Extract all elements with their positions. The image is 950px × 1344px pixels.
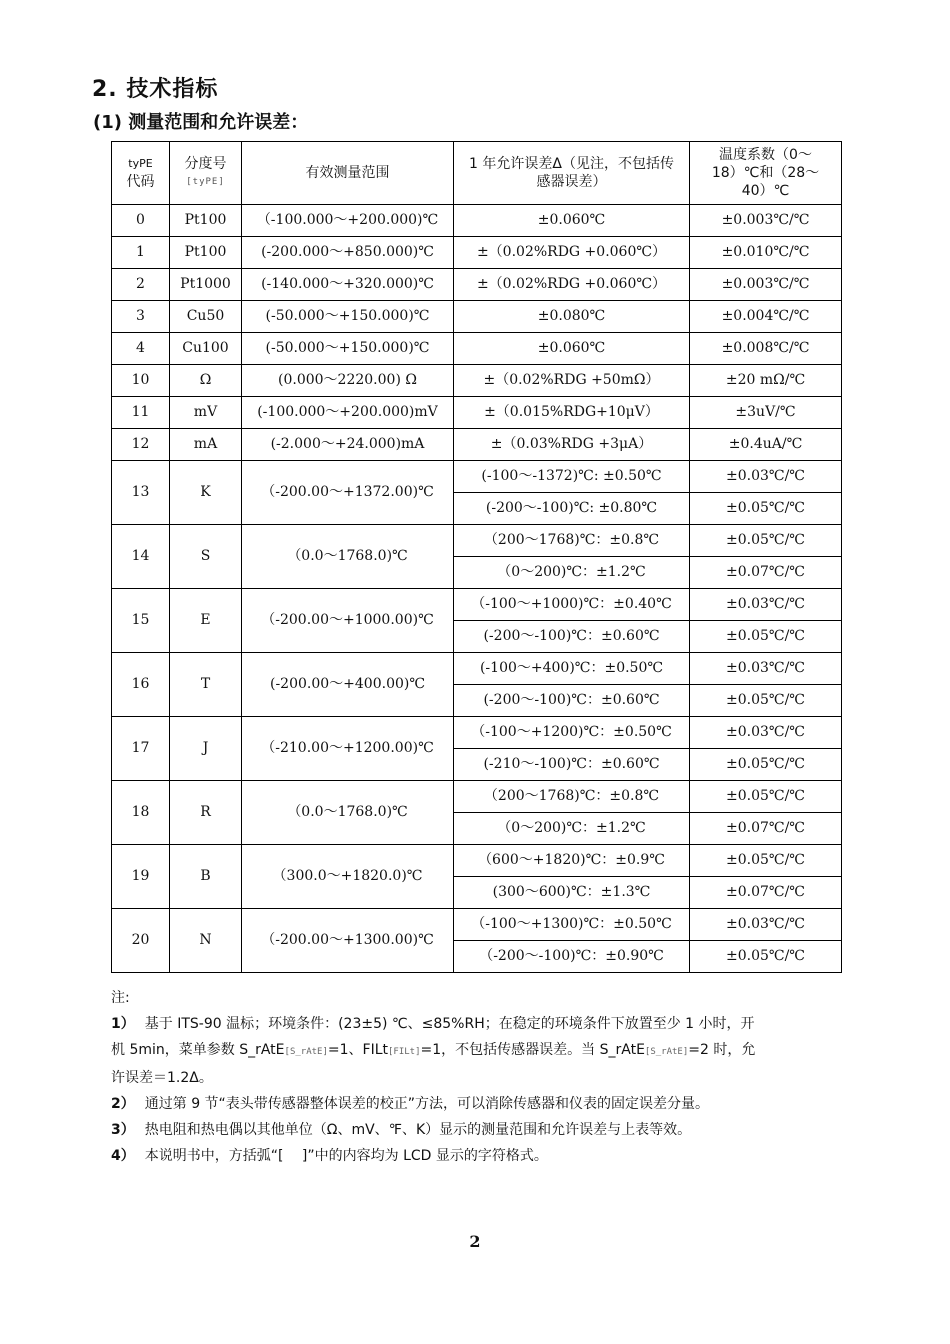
cell-tempcoef: ±0.05℃/℃ [690,525,842,557]
cell-range: （-200.00～+1372.00)℃ [242,461,454,525]
cell-code: 10 [112,365,170,397]
note-4-text: 本说明书中，方括弧“[ ]”中的内容均为 LCD 显示的字符格式。 [144,1148,548,1164]
cell-graduation: Ω [170,365,242,397]
cell-tempcoef: ±0.05℃/℃ [690,845,842,877]
cell-error: ±0.060℃ [454,205,690,237]
cell-graduation: Cu100 [170,333,242,365]
notes-block [111,985,871,1169]
cell-code: 18 [112,781,170,845]
cell-graduation: Pt100 [170,205,242,237]
table-row [112,781,842,813]
cell-graduation: Cu50 [170,301,242,333]
cell-tempcoef: ±0.05℃/℃ [690,493,842,525]
cell-tempcoef: ±0.004℃/℃ [690,301,842,333]
cell-tempcoef: ±0.07℃/℃ [690,877,842,909]
cell-error: ±（0.03%RDG +3μA） [454,429,690,461]
cell-error: （200～1768)℃：±0.8℃ [454,781,690,813]
table-row [112,397,842,429]
cell-tempcoef: ±0.003℃/℃ [690,269,842,301]
cell-code: 12 [112,429,170,461]
cell-tempcoef: ±0.008℃/℃ [690,333,842,365]
note-2 [111,1091,871,1117]
cell-tempcoef: ±20 mΩ/℃ [690,365,842,397]
cell-error: (-200～-100)℃：±0.60℃ [454,621,690,653]
header-range: 有效测量范围 [242,142,454,205]
table-row [112,333,842,365]
subsection-title: (1) 测量范围和允许误差： [93,112,309,133]
note-4 [111,1143,871,1169]
note-1-number: 1） [111,1016,135,1032]
note-1-lcd-1: [S_rAtE] [284,1047,328,1057]
header-graduation-lcd: [tyPE] [186,177,225,187]
header-tempcoef: 温度系数（0～18）℃和（28～40）℃ [690,142,842,205]
cell-range: （-210.00～+1200.00)℃ [242,717,454,781]
cell-error: ±（0.015%RDG+10μV） [454,397,690,429]
cell-tempcoef: ±3uV/℃ [690,397,842,429]
cell-graduation: K [170,461,242,525]
cell-range: (-200.00～+400.00)℃ [242,653,454,717]
cell-error: （-100～+1200)℃：±0.50℃ [454,717,690,749]
note-1-text-b3: =1，不包括传感器误差。当 S_rAtE [420,1042,645,1058]
table-row [112,237,842,269]
note-1-line-3: 许误差＝1.2Δ。 [111,1070,213,1086]
cell-error: （0～200)℃：±1.2℃ [454,813,690,845]
cell-code: 0 [112,205,170,237]
cell-range: （300.0～+1820.0)℃ [242,845,454,909]
header-type-lcd: tyPE [128,157,153,170]
table-row [112,589,842,621]
note-1-text-b4: =2 时，允 [688,1042,756,1058]
cell-tempcoef: ±0.05℃/℃ [690,781,842,813]
cell-error: (-210～-100)℃：±0.60℃ [454,749,690,781]
table-row [112,269,842,301]
cell-error: （-100～+1300)℃：±0.50℃ [454,909,690,941]
cell-graduation: S [170,525,242,589]
cell-graduation: T [170,653,242,717]
cell-range: (-200.000～+850.000)℃ [242,237,454,269]
note-3-text: 热电阻和热电偶以其他单位（Ω、mV、℉、K）显示的测量范围和允许误差与上表等效。 [144,1122,692,1138]
cell-error: （-200～-100)℃：±0.90℃ [454,941,690,973]
cell-code: 13 [112,461,170,525]
table-row [112,365,842,397]
cell-error: （200～1768)℃：±0.8℃ [454,525,690,557]
header-code-label: 代码 [126,174,155,190]
cell-range: （-200.00～+1000.00)℃ [242,589,454,653]
cell-graduation: R [170,781,242,845]
note-1-text-b1: 机 5min，菜单参数 S_rAtE [111,1042,285,1058]
note-4-number: 4） [111,1148,135,1164]
table-row [112,461,842,493]
note-1-text-b2: =1、FILt [327,1042,388,1058]
table-row [112,525,842,557]
header-graduation [170,142,242,205]
cell-range: （0.0～1768.0)℃ [242,525,454,589]
header-graduation-label: 分度号 [184,156,227,172]
cell-code: 4 [112,333,170,365]
cell-error: （-100～+1000)℃：±0.40℃ [454,589,690,621]
cell-code: 17 [112,717,170,781]
cell-code: 20 [112,909,170,973]
cell-error: (300～600)℃：±1.3℃ [454,877,690,909]
cell-graduation: N [170,909,242,973]
cell-graduation: Pt100 [170,237,242,269]
cell-code: 16 [112,653,170,717]
cell-tempcoef: ±0.03℃/℃ [690,461,842,493]
cell-tempcoef: ±0.03℃/℃ [690,653,842,685]
note-2-number: 2） [111,1096,135,1112]
cell-graduation: J [170,717,242,781]
note-2-text: 通过第 9 节“表头带传感器整体误差的校正”方法，可以消除传感器和仪表的固定误差分量。 [144,1096,710,1112]
cell-range: （-100.000～+200.000)℃ [242,205,454,237]
cell-range: (-50.000～+150.000)℃ [242,301,454,333]
cell-code: 1 [112,237,170,269]
notes-label: 注: [111,990,130,1006]
cell-tempcoef: ±0.010℃/℃ [690,237,842,269]
table-row [112,845,842,877]
cell-graduation: mV [170,397,242,429]
cell-error: ±（0.02%RDG +0.060℃） [454,269,690,301]
note-1-lcd-2: [FILt] [388,1047,421,1057]
cell-code: 15 [112,589,170,653]
cell-range: (0.000～2220.00) Ω [242,365,454,397]
cell-tempcoef: ±0.003℃/℃ [690,205,842,237]
cell-tempcoef: ±0.4uA/℃ [690,429,842,461]
table-row [112,909,842,941]
header-error: 1 年允许误差Δ（见注，不包括传感器误差） [454,142,690,205]
page-number: 2 [469,1232,481,1251]
note-1-lcd-3: [S_rAtE] [644,1047,689,1057]
cell-range: （0.0～1768.0)℃ [242,781,454,845]
cell-code: 11 [112,397,170,429]
section-title: 2. 技术指标 [92,77,219,102]
cell-range: (-2.000～+24.000)mA [242,429,454,461]
cell-code: 3 [112,301,170,333]
table-row [112,717,842,749]
cell-range: (-50.000～+150.000)℃ [242,333,454,365]
cell-error: ±（0.02%RDG +0.060℃） [454,237,690,269]
note-1-line-1 [111,1011,871,1037]
cell-code: 14 [112,525,170,589]
note-3 [111,1117,871,1143]
cell-graduation: mA [170,429,242,461]
cell-error: ±（0.02%RDG +50mΩ） [454,365,690,397]
cell-tempcoef: ±0.05℃/℃ [690,685,842,717]
cell-error: （0～200)℃：±1.2℃ [454,557,690,589]
cell-range: (-100.000～+200.000)mV [242,397,454,429]
cell-tempcoef: ±0.07℃/℃ [690,557,842,589]
cell-error: (-100～+400)℃：±0.50℃ [454,653,690,685]
cell-tempcoef: ±0.03℃/℃ [690,589,842,621]
cell-error: ±0.080℃ [454,301,690,333]
cell-error: （600～+1820)℃：±0.9℃ [454,845,690,877]
cell-range: （-200.00～+1300.00)℃ [242,909,454,973]
cell-range: (-140.000～+320.000)℃ [242,269,454,301]
table-row [112,301,842,333]
table-header-row [112,142,842,205]
spec-table [111,141,842,973]
cell-error: (-200～-100)℃：±0.60℃ [454,685,690,717]
table-row [112,653,842,685]
cell-tempcoef: ±0.05℃/℃ [690,941,842,973]
note-1-text-a: 基于 ITS-90 温标；环境条件：(23±5) ℃、≤85%RH；在稳定的环境条件下放置至少 1 小时，开 [144,1016,755,1032]
cell-tempcoef: ±0.05℃/℃ [690,621,842,653]
cell-graduation: B [170,845,242,909]
cell-code: 2 [112,269,170,301]
table-row [112,205,842,237]
cell-tempcoef: ±0.05℃/℃ [690,749,842,781]
cell-error: (-200～-100)℃: ±0.80℃ [454,493,690,525]
note-3-number: 3） [111,1122,135,1138]
cell-graduation: Pt1000 [170,269,242,301]
cell-error: ±0.060℃ [454,333,690,365]
cell-error: (-100～-1372)℃: ±0.50℃ [454,461,690,493]
cell-graduation: E [170,589,242,653]
cell-tempcoef: ±0.03℃/℃ [690,717,842,749]
header-type-code [112,142,170,205]
cell-code: 19 [112,845,170,909]
cell-tempcoef: ±0.07℃/℃ [690,813,842,845]
table-row [112,429,842,461]
note-1-line-2 [111,1037,871,1065]
cell-tempcoef: ±0.03℃/℃ [690,909,842,941]
